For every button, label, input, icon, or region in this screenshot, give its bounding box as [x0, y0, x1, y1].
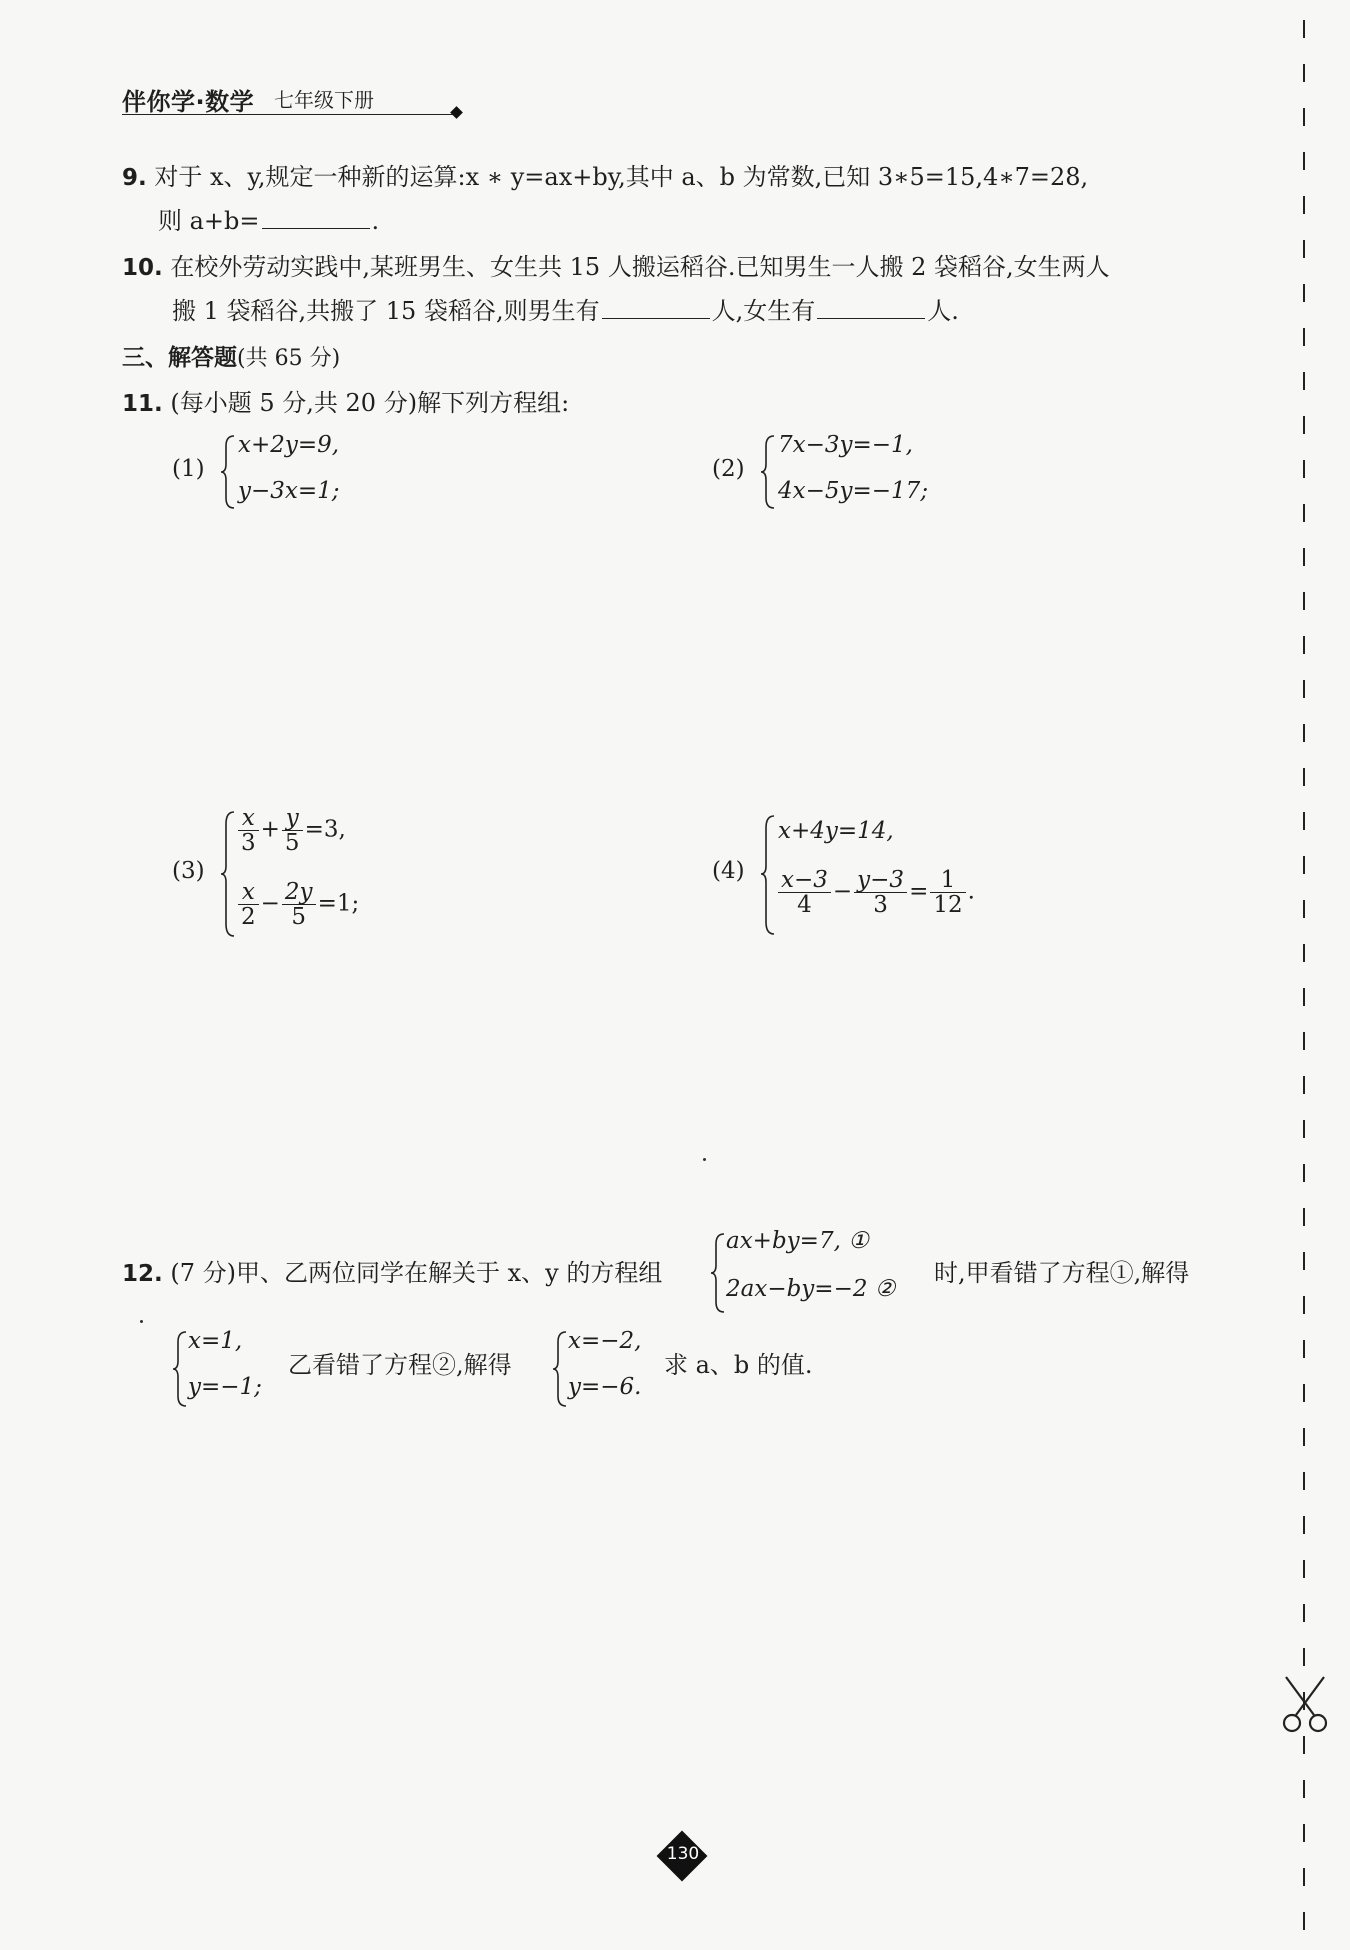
solution-2-eq-2: y=−6. — [568, 1374, 642, 1400]
system-2-eq-1: 7x−3y=−1, — [778, 432, 913, 458]
system-1-label: (1) — [172, 456, 205, 482]
fraction — [930, 868, 965, 917]
solution-1-eq-2: y=−1; — [188, 1374, 262, 1400]
question-9-line-2 — [158, 206, 379, 236]
question-12-text-c: 乙看错了方程②,解得 — [288, 1351, 512, 1379]
fraction — [778, 868, 831, 917]
fraction — [282, 880, 316, 929]
right-hand-side: =1; — [317, 890, 360, 917]
page-header — [122, 82, 462, 116]
question-12-text-d: 求 a、b 的值. — [664, 1351, 813, 1379]
fraction — [854, 868, 907, 917]
denominator: 4 — [797, 892, 812, 918]
section-3-heading — [122, 342, 340, 374]
page-number: 130 — [666, 1844, 700, 1864]
question-10-number: 10. — [122, 255, 163, 281]
book-brand: 伴你学·数学 — [122, 88, 255, 116]
system-3-label: (3) — [172, 858, 205, 884]
margin-dot — [140, 1320, 143, 1323]
question-12-number: 12. — [122, 1261, 163, 1287]
equals: = — [909, 878, 929, 905]
system-1-brace-icon — [220, 434, 236, 510]
answer-blank-girls[interactable] — [817, 296, 925, 319]
numerator: x — [238, 806, 259, 831]
scissors-icon — [1278, 1675, 1332, 1735]
right-hand-side: =3, — [304, 816, 346, 843]
denominator: 5 — [291, 904, 307, 930]
question-10-text: 在校外劳动实践中,某班男生、女生共 15 人搬运稻谷.已知男生一人搬 2 袋稻谷,女生两人 — [170, 253, 1110, 281]
denominator: 3 — [873, 892, 888, 918]
question-12-brace-icon — [710, 1232, 726, 1314]
system-2-brace-icon — [760, 434, 776, 510]
system-4-eq-1: x+4y=14, — [778, 818, 894, 844]
solution-1-eq-1: x=1, — [188, 1328, 243, 1354]
header-rule — [122, 114, 454, 115]
fraction — [238, 880, 259, 929]
page-number-badge — [658, 1832, 708, 1882]
question-9-number: 9. — [122, 165, 147, 191]
question-9-text: 对于 x、y,规定一种新的运算:x ∗ y=ax+by,其中 a、b 为常数,已知 3∗5=15,4∗7=28, — [154, 163, 1089, 191]
question-12-text-a: (7 分)甲、乙两位同学在解关于 x、y 的方程组 — [170, 1259, 663, 1287]
system-2-eq-2: 4x−5y=−17; — [778, 478, 929, 504]
numerator: 1 — [930, 868, 965, 893]
system-3-eq-2 — [236, 880, 359, 929]
operator: − — [832, 878, 853, 905]
fraction — [282, 806, 303, 855]
system-4-brace-icon — [760, 814, 776, 936]
question-10-line-1 — [122, 252, 1110, 283]
header-diamond-icon — [450, 106, 463, 119]
denominator: 3 — [241, 830, 256, 856]
solution-2-eq-1: x=−2, — [568, 1328, 642, 1354]
operator: − — [260, 890, 280, 917]
question-10-part-a: 搬 1 袋稻谷,共搬了 15 袋稻谷,则男生有 — [172, 297, 600, 325]
solution-1-brace-icon — [172, 1330, 188, 1408]
question-11-number: 11. — [122, 391, 163, 417]
system-3-brace-icon — [220, 810, 236, 938]
operator: + — [260, 816, 280, 843]
numerator: y — [282, 806, 303, 831]
denominator: 2 — [241, 904, 256, 930]
question-12-line-1 — [122, 1258, 662, 1289]
question-11-line — [122, 388, 569, 419]
question-9-prompt: 则 a+b= — [158, 207, 260, 235]
question-10-part-b: 人,女生有 — [711, 297, 816, 325]
denominator: 12 — [933, 892, 963, 918]
system-4-label: (4) — [712, 858, 745, 884]
stray-dot — [703, 1158, 706, 1161]
section-points: (共 65 分) — [237, 346, 341, 371]
answer-blank[interactable] — [262, 206, 370, 229]
numerator: x−3 — [778, 868, 831, 893]
question-12-text-b: 时,甲看错了方程①,解得 — [934, 1259, 1190, 1287]
period: . — [967, 878, 975, 905]
question-12-eq-1: ax+by=7, ① — [726, 1228, 869, 1254]
solution-2-brace-icon — [552, 1330, 568, 1408]
section-title: 三、解答题 — [122, 345, 237, 371]
system-1-eq-1: x+2y=9, — [238, 432, 340, 458]
book-grade: 七年级下册 — [274, 88, 374, 112]
system-3-eq-1 — [236, 806, 346, 855]
system-4-eq-2 — [776, 868, 975, 917]
question-12-eq-2: 2ax−by=−2 ② — [726, 1276, 896, 1302]
question-9-line-1 — [122, 162, 1088, 193]
question-9-end: . — [371, 207, 380, 235]
denominator: 5 — [284, 830, 300, 856]
question-10-part-c: 人. — [927, 297, 959, 325]
system-1-eq-2: y−3x=1; — [238, 478, 340, 504]
answer-blank-boys[interactable] — [602, 296, 710, 319]
question-10-line-2 — [172, 296, 959, 326]
system-2-label: (2) — [712, 456, 745, 482]
fraction — [238, 806, 259, 855]
numerator: x — [238, 880, 259, 905]
cut-dashed-line — [1302, 20, 1306, 1930]
numerator: 2y — [282, 880, 316, 905]
numerator: y−3 — [854, 868, 907, 893]
question-11-text: (每小题 5 分,共 20 分)解下列方程组: — [170, 389, 570, 417]
